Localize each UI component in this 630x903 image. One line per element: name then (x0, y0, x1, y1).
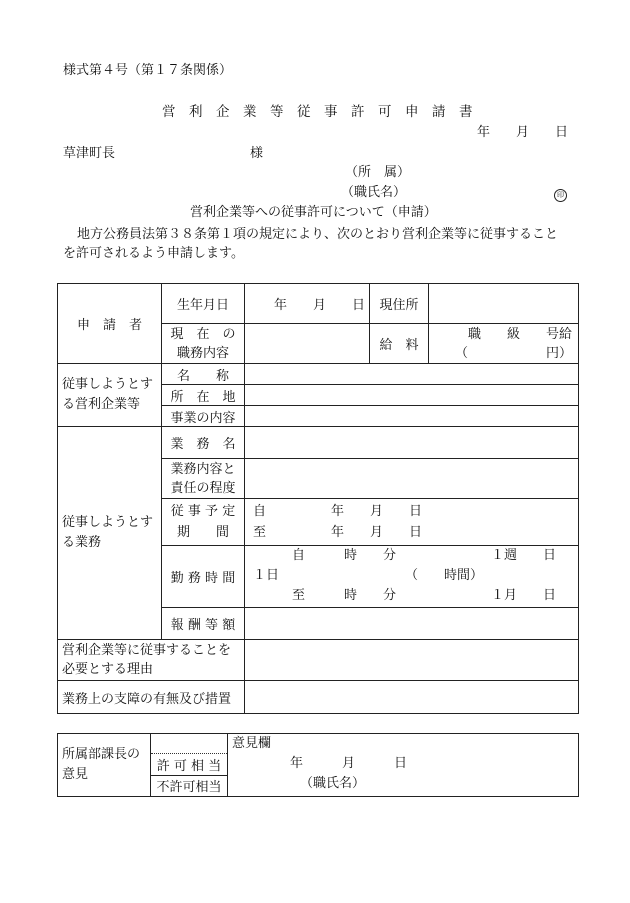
reason-label-line-2: 必要とする理由 (62, 662, 154, 677)
enterprise-business-field[interactable] (245, 406, 579, 427)
enterprise-business-label-cell (162, 406, 245, 427)
days-per-month: １月 日 (490, 588, 556, 603)
opinion-date: 年 月 日 (290, 756, 408, 771)
opinion-table (57, 733, 579, 797)
address-label: 現住所 (379, 298, 419, 313)
reason-label-line-1: 営利企業等に従事することを (62, 643, 232, 658)
applicant-name-label: （職氏名） (341, 185, 407, 200)
period-label-line-1: 従 事 予 定 (170, 504, 236, 519)
impediment-label: 業務上の支障の有無及び措置 (62, 691, 232, 707)
addressee: 草津町長 (63, 146, 116, 161)
enterprise-name-label-cell (162, 364, 245, 385)
hours-start: 自 時 分 (292, 548, 397, 563)
subject-line: 営利企業等への従事許可について（申請） (190, 205, 437, 220)
hours-total: （ 時間） (405, 568, 484, 583)
period-label-line-2: 期 間 (176, 525, 229, 540)
job-label-line-1: 現 在 の (170, 326, 236, 342)
job-label-line-2: 職務内容 (176, 345, 229, 361)
duty-name-label: 業 務 名 (170, 437, 236, 452)
body-text-line-2: を許可されるよう申請します。 (63, 246, 244, 261)
period-to: 至 年 月 日 (253, 525, 423, 540)
duty-content-label-line-2: 責任の程度 (170, 480, 236, 496)
birthdate-label-cell (162, 284, 245, 324)
birthdate-field[interactable] (245, 284, 370, 324)
not-permit-label: 不許可相当 (156, 780, 222, 796)
salary-field[interactable] (429, 324, 579, 364)
reward-label-cell (162, 608, 245, 640)
opinion-field[interactable] (228, 734, 579, 797)
enterprise-name-field[interactable] (245, 364, 579, 385)
not-permit-option[interactable] (151, 775, 228, 796)
job-label-cell (162, 324, 245, 364)
period-label-cell (162, 499, 245, 546)
duty-name-label-cell (162, 427, 245, 459)
seal-mark: 印 (554, 186, 567, 202)
hours-field[interactable] (245, 546, 579, 608)
reason-label-cell (58, 640, 245, 681)
form-number-label: 様式第４号（第１７条関係） (63, 63, 233, 78)
salary-label-cell (370, 324, 429, 364)
page-title: 営 利 企 業 等 従 事 許 可 申 請 書 (162, 104, 473, 120)
date-line: 年 月 日 (477, 125, 569, 140)
enterprise-business-label: 事業の内容 (170, 410, 236, 426)
hours-label: 勤 務 時 間 (170, 571, 236, 586)
enterprise-location-label-cell (162, 385, 245, 406)
birthdate-label: 生年月日 (176, 298, 229, 313)
enterprise-header-cell (58, 364, 162, 427)
duty-name-field[interactable] (245, 427, 579, 459)
opinion-header-line-1: 所属部課長の (62, 747, 141, 762)
opinion-header-cell (58, 734, 151, 797)
duty-content-label-cell (162, 459, 245, 499)
enterprise-location-label: 所 在 地 (170, 389, 236, 405)
work-header-line-1: 従事しようとす (62, 515, 154, 530)
period-from: 自 年 月 日 (253, 504, 423, 519)
opinion-header-line-2: 意見 (62, 767, 89, 782)
enterprise-location-field[interactable] (245, 385, 579, 406)
hours-end: 至 時 分 (292, 588, 397, 603)
opinion-blank-cell (151, 734, 228, 754)
birthdate-value: 年 月 日 (273, 298, 365, 313)
work-header-line-2: る業務 (62, 535, 102, 550)
address-label-cell (370, 284, 429, 324)
applicant-header: 申 請 者 (76, 318, 142, 333)
opinion-signer: （職氏名） (300, 776, 366, 791)
hours-per-day: １日 (253, 568, 280, 583)
addressee-honorific: 様 (250, 146, 264, 161)
opinion-column-label: 意見欄 (232, 736, 272, 751)
permit-label: 許 可 相 当 (156, 758, 222, 774)
permit-option[interactable] (151, 754, 228, 775)
salary-grade: 職 級 号給 (467, 326, 572, 342)
work-header-cell (58, 427, 162, 640)
enterprise-name-label: 名 称 (176, 368, 229, 384)
days-per-week: １週 日 (490, 548, 556, 563)
enterprise-header-line-1: 従事しようとす (62, 377, 154, 392)
reason-field[interactable] (245, 640, 579, 681)
impediment-label-cell (58, 681, 245, 714)
address-field[interactable] (429, 284, 579, 324)
period-field[interactable] (245, 499, 579, 546)
enterprise-header-line-2: る営利企業等 (62, 397, 141, 412)
salary-label: 給 料 (379, 338, 419, 353)
application-table (57, 283, 579, 714)
body-text-line-1: 地方公務員法第３８条第１項の規定により、次のとおり営利企業等に従事すること (77, 227, 559, 242)
reward-label: 報 酬 等 額 (170, 618, 236, 633)
salary-amount: （ 円） (454, 345, 572, 361)
job-field[interactable] (245, 324, 370, 364)
affiliation-label: （所 属） (345, 165, 411, 180)
impediment-field[interactable] (245, 681, 579, 714)
reward-field[interactable] (245, 608, 579, 640)
duty-content-field[interactable] (245, 459, 579, 499)
applicant-header-cell (58, 284, 162, 364)
hours-label-cell (162, 546, 245, 608)
duty-content-label-line-1: 業務内容と (170, 461, 236, 477)
